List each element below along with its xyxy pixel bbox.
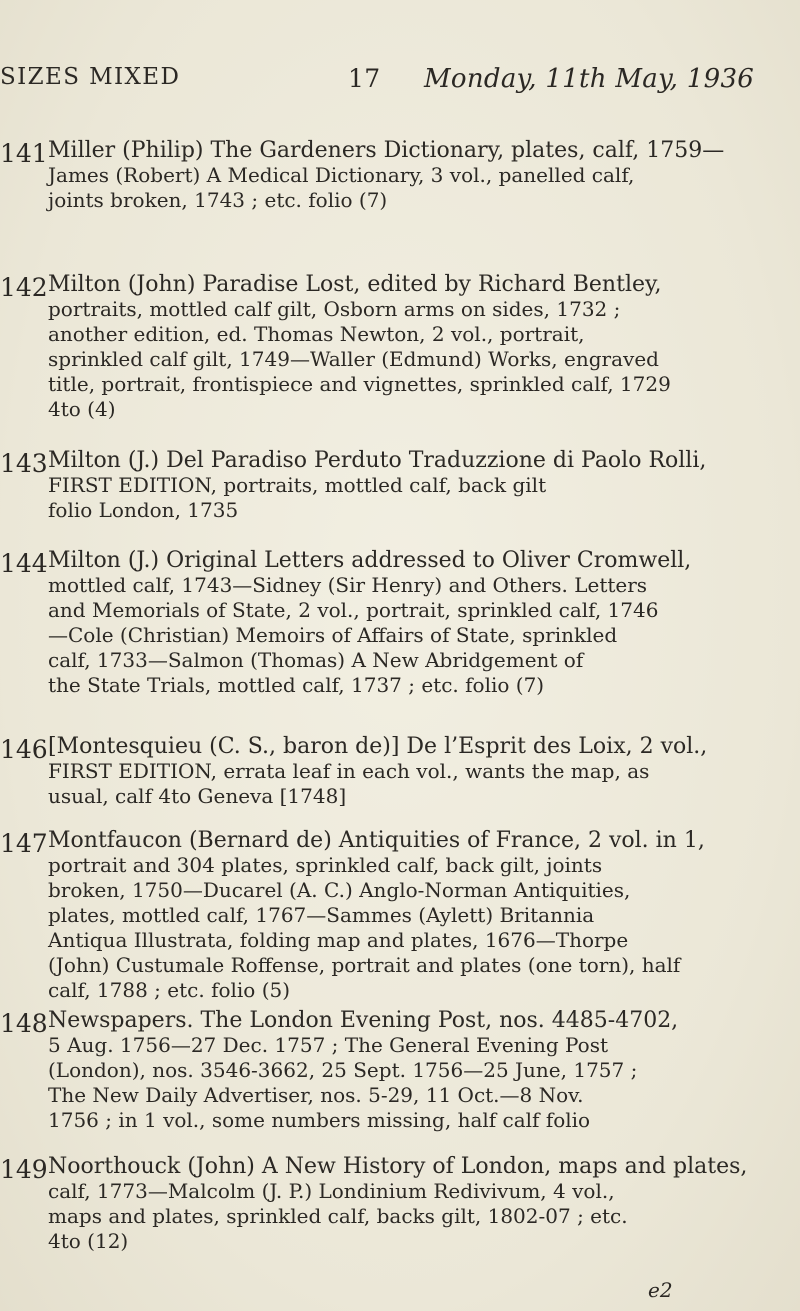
lot-line: portrait and 304 plates, sprinkled calf, back gilt, joints <box>48 853 603 877</box>
lot-line: usual, calf 4to Geneva [1748] <box>48 784 347 808</box>
lot-line: [Montesquieu (C. S., baron de)] De l’Esprit des Loix, 2 vol., <box>48 734 708 759</box>
lot-description <box>48 828 796 1003</box>
lot-number: 144 <box>0 549 48 578</box>
lot-line: 4to (12) <box>48 1229 129 1253</box>
lot-number: 149 <box>0 1155 48 1184</box>
lot-line: title, portrait, frontispiece and vignettes, sprinkled calf, 1729 <box>48 372 671 396</box>
lot-line: James (Robert) A Medical Dictionary, 3 vol., panelled calf, <box>48 163 635 187</box>
lot-line: joints broken, 1743 ; etc. folio (7) <box>48 188 388 212</box>
lot-line: —Cole (Christian) Memoirs of Affairs of State, sprinkled <box>48 623 618 647</box>
lot-description <box>48 138 796 213</box>
lot-line: and Memorials of State, 2 vol., portrait, sprinkled calf, 1746 <box>48 598 659 622</box>
lot-description <box>48 272 796 422</box>
lot-line: 4to (4) <box>48 397 116 421</box>
lot-line: Noorthouck (John) A New History of London, maps and plates, <box>48 1154 748 1179</box>
lot-line: (London), nos. 3546-3662, 25 Sept. 1756—25 June, 1757 ; <box>48 1058 638 1082</box>
lot-line: broken, 1750—Ducarel (A. C.) Anglo-Norman Antiquities, <box>48 878 631 902</box>
lot-description <box>48 1008 796 1133</box>
lot-line: the State Trials, mottled calf, 1737 ; etc. folio (7) <box>48 673 545 697</box>
lot-line: portraits, mottled calf gilt, Osborn arms on sides, 1732 ; <box>48 297 621 321</box>
lot-line: Antiqua Illustrata, folding map and plates, 1676—Thorpe <box>48 928 629 952</box>
lot-number: 148 <box>0 1009 48 1038</box>
lot-line: calf, 1773—Malcolm (J. P.) Londinium Redivivum, 4 vol., <box>48 1179 615 1203</box>
lot-line: 5 Aug. 1756—27 Dec. 1757 ; The General Evening Post <box>48 1033 608 1057</box>
lot-line: (John) Custumale Roffense, portrait and plates (one torn), half <box>48 953 681 977</box>
lot-number: 141 <box>0 139 48 168</box>
page-header <box>0 64 800 104</box>
lot-number: 146 <box>0 735 48 764</box>
lot-line: folio London, 1735 <box>48 498 239 522</box>
lot-line: plates, mottled calf, 1767—Sammes (Aylett) Britannia <box>48 903 595 927</box>
lot-description <box>48 734 796 809</box>
lot-line: Milton (J.) Original Letters addressed to Oliver Cromwell, <box>48 548 692 573</box>
lot-line: The New Daily Advertiser, nos. 5-29, 11 Oct.—8 Nov. <box>48 1083 584 1107</box>
lot-number: 147 <box>0 829 48 858</box>
lot-line: calf, 1788 ; etc. folio (5) <box>48 978 291 1002</box>
lot-line: mottled calf, 1743—Sidney (Sir Henry) and Others. Letters <box>48 573 648 597</box>
lot-line: sprinkled calf gilt, 1749—Waller (Edmund) Works, engraved <box>48 347 659 371</box>
lot-line: calf, 1733—Salmon (Thomas) A New Abridgement of <box>48 648 584 672</box>
lot-line: FIRST EDITION, errata leaf in each vol., wants the map, as <box>48 759 650 783</box>
lot-number: 142 <box>0 273 48 302</box>
header-sale-date: Monday, 11th May, 1936 <box>424 64 755 94</box>
lot-line: Milton (John) Paradise Lost, edited by Richard Bentley, <box>48 272 662 297</box>
lot-line: FIRST EDITION, portraits, mottled calf, back gilt <box>48 473 547 497</box>
lot-line: Milton (J.) Del Paradiso Perduto Traduzzione di Paolo Rolli, <box>48 448 707 473</box>
header-section-title: SIZES MIXED <box>0 64 181 90</box>
lot-line: Miller (Philip) The Gardeners Dictionary, plates, calf, 1759— <box>48 138 725 163</box>
lot-description <box>48 448 796 523</box>
lot-line: another edition, ed. Thomas Newton, 2 vol., portrait, <box>48 322 585 346</box>
lot-line: maps and plates, sprinkled calf, backs gilt, 1802-07 ; etc. <box>48 1204 628 1228</box>
lot-number: 143 <box>0 449 48 478</box>
lot-line: Montfaucon (Bernard de) Antiquities of France, 2 vol. in 1, <box>48 828 705 853</box>
signature-mark: e2 <box>648 1278 673 1302</box>
lot-line: 1756 ; in 1 vol., some numbers missing, half calf folio <box>48 1108 591 1132</box>
header-page-number: 17 <box>348 64 381 93</box>
lot-description <box>48 548 796 698</box>
lot-description <box>48 1154 796 1254</box>
lot-line: Newspapers. The London Evening Post, nos. 4485-4702, <box>48 1008 679 1033</box>
